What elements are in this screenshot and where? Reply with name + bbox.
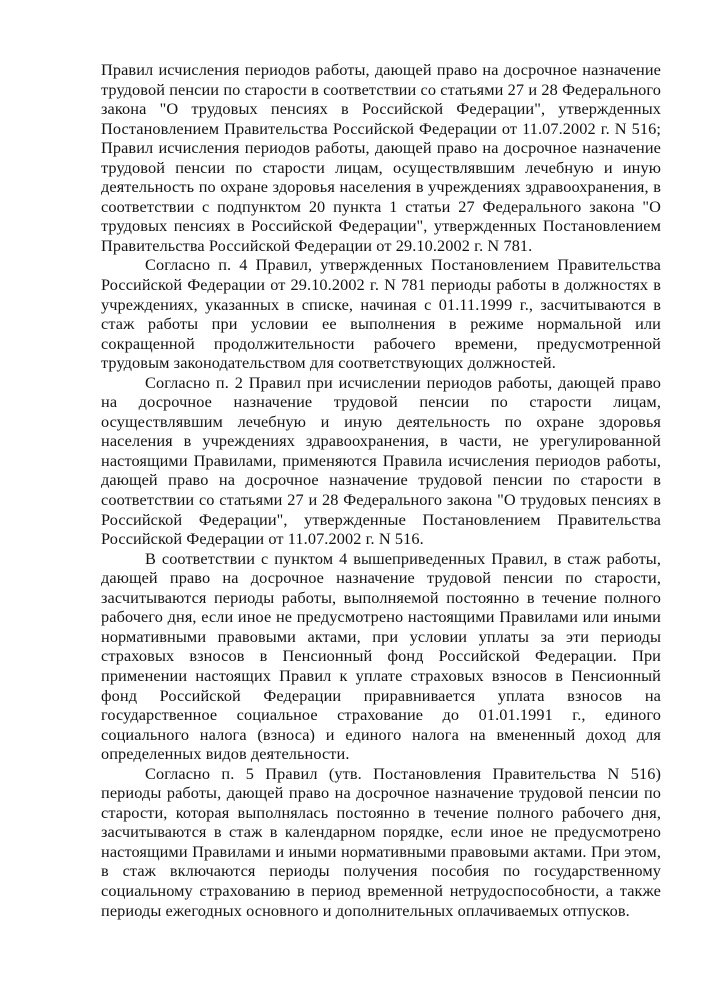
paragraph-p5-pravil-516: Согласно п. 5 Правил (утв. Постановления Правительства N 516) периоды работы, дающей право на досрочное назначение трудовой пенсии по старости, которая выполнялась постоянно в течение полного рабочего дня, засчитываются в стаж в календарном порядке, если иное не предусмотрено настоящими Правилами и иными нормативными правовыми актами. При этом, в стаж включаются периоды получения пособия по государственному социальному страхованию в период временной нетрудоспособности, а также периоды ежегодных основного и дополнительных оплачиваемых отпусков. — [101, 763, 661, 920]
paragraph-p2-pravil: Согласно п. 2 Правил при исчислении периодов работы, дающей право на досрочное назначение трудовой пенсии по старости лицам, осуществлявшим лечебную и иную деятельность по охране здоровья населения в учреждениях здравоохранения, в части, не урегулированной настоящими Правилами, применяются Правила исчисления периодов работы, дающей право на досрочное назначение трудовой пенсии по старости в соответствии со статьями 27 и 28 Федерального закона "О трудовых пенсиях в Российской Федерации", утвержденные Постановлением Правительства Российской Федерации от 11.07.2002 г. N 516. — [101, 372, 661, 549]
paragraph-p4-pravil-781: Согласно п. 4 Правил, утвержденных Постановлением Правительства Российской Федерации от 29.10.2002 г. N 781 периоды работы в должностях в учреждениях, указанных в списке, начиная с 01.11.1999 г., засчитываются в стаж работы при условии ее выполнения в режиме нормальной или сокращенной продолжительности рабочего времени, предусмотренной трудовым законодательством для соответствующих должностей. — [101, 255, 661, 373]
document-text-block — [101, 60, 661, 920]
paragraph-continuation-pravila-516-781: Правил исчисления периодов работы, дающей право на досрочное назначение трудовой пенсии по старости в соответствии со статьями 27 и 28 Федерального закона "О трудовых пенсиях в Российской Федерации", утвержденных Постановлением Правительства Российской Федерации от 11.07.2002 г. N 516; Правил исчисления периодов работы, дающей право на досрочное назначение трудовой пенсии по старости лицам, осуществлявшим лечебную и иную деятельность по охране здоровья населения в учреждениях здравоохранения, в соответствии с подпунктом 20 пункта 1 статьи 27 Федерального закона "О трудовых пенсиях в Российской Федерации", утвержденных Постановлением Правительства Российской Федерации от 29.10.2002 г. N 781. — [101, 60, 661, 255]
paragraph-punkt-4-vysheprivedennyh-pravil: В соответствии с пунктом 4 вышеприведенных Правил, в стаж работы, дающей право на досрочное назначение трудовой пенсии по старости, засчитываются периоды работы, выполняемой постоянно в течение полного рабочего дня, если иное не предусмотрено настоящими Правилами или иными нормативными правовыми актами, при условии уплаты за эти периоды страховых взносов в Пенсионный фонд Российской Федерации. При применении настоящих Правил к уплате страховых взносов в Пенсионный фонд Российской Федерации приравнивается уплата взносов на государственное социальное страхование до 01.01.1991 г., единого социального налога (взноса) и единого налога на вмененный доход для определенных видов деятельности. — [101, 548, 661, 764]
